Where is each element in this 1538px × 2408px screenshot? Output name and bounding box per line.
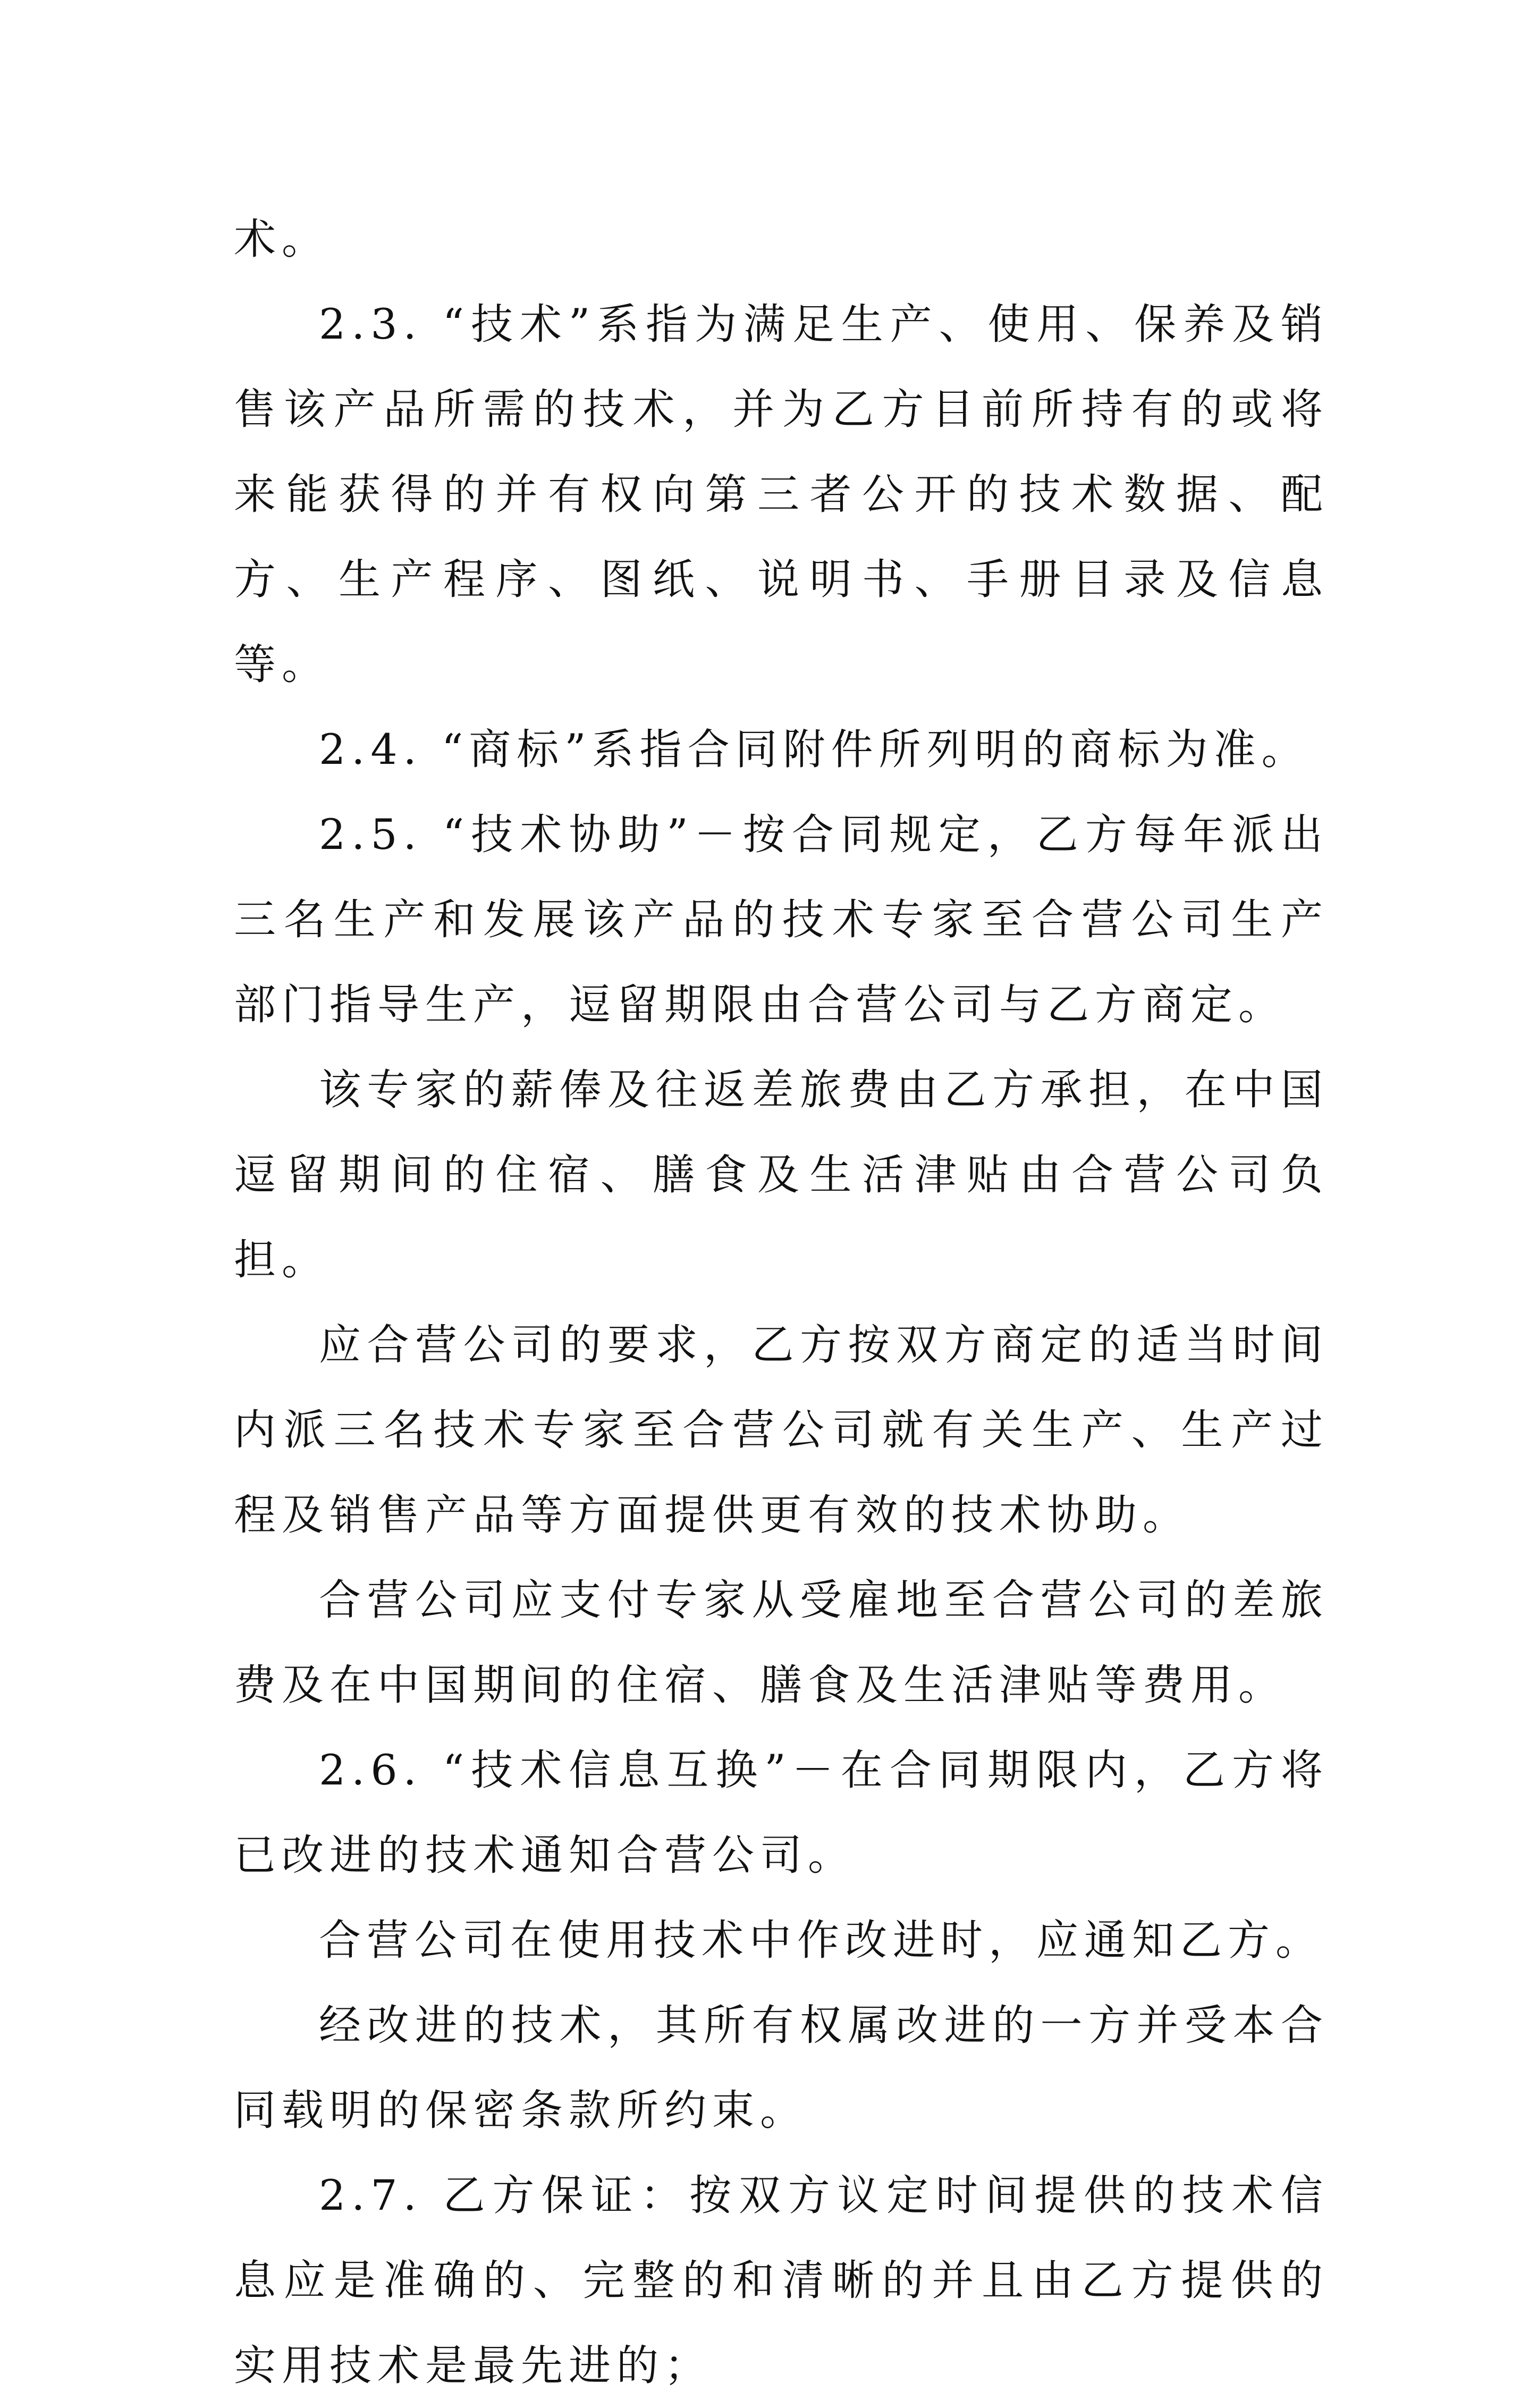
paragraph-2-6-info-exchange: 2.6. “技术信息互换”－在合同期限内，乙方将已改进的技术通知合营公司。 bbox=[234, 1746, 1329, 1880]
paragraph-expert-expenses: 该专家的薪俸及往返差旅费由乙方承担，在中国逗留期间的住宿、膳食及生活津贴由合营公司负担。 bbox=[234, 1065, 1329, 1284]
paragraph-jv-payment: 合营公司应支付专家从受雇地至合营公司的差旅费及在中国期间的住宿、膳食及生活津贴等费用。 bbox=[234, 1576, 1329, 1710]
paragraph-2-7-party-b-guarantee: 2.7. 乙方保证：按双方议定时间提供的技术信息应是准确的、完整的和清晰的并且由乙方提供的实用技术是最先进的； bbox=[234, 2171, 1329, 2390]
paragraph-2-3-technology-definition: 2.3. “技术”系指为满足生产、使用、保养及销售该产品所需的技术，并为乙方目前所持有的或将来能获得的并有权向第三者公开的技术数据、配方、生产程序、图纸、说明书、手册目录及信息等。 bbox=[234, 300, 1329, 689]
paragraph-2-4-trademark-definition: 2.4. “商标”系指合同附件所列明的商标为准。 bbox=[319, 725, 1309, 774]
document-page bbox=[234, 197, 1329, 2408]
paragraph-jv-improvement-notice: 合营公司在使用技术中作改进时，应通知乙方。 bbox=[319, 1916, 1323, 1965]
paragraph-2-5-technical-assistance: 2.5. “技术协助”－按合同规定，乙方每年派出三名生产和发展该产品的技术专家至合营公司生产部门指导生产，逗留期限由合营公司与乙方商定。 bbox=[234, 810, 1329, 1029]
paragraph-expert-dispatch: 应合营公司的要求，乙方按双方商定的适当时间内派三名技术专家至合营公司就有关生产、生产过程及销售产品等方面提供更有效的技术协助。 bbox=[234, 1320, 1329, 1539]
paragraph-continuation: 术。 bbox=[234, 215, 329, 264]
paragraph-improvement-ownership: 经改进的技术，其所有权属改进的一方并受本合同载明的保密条款所约束。 bbox=[234, 2001, 1329, 2135]
